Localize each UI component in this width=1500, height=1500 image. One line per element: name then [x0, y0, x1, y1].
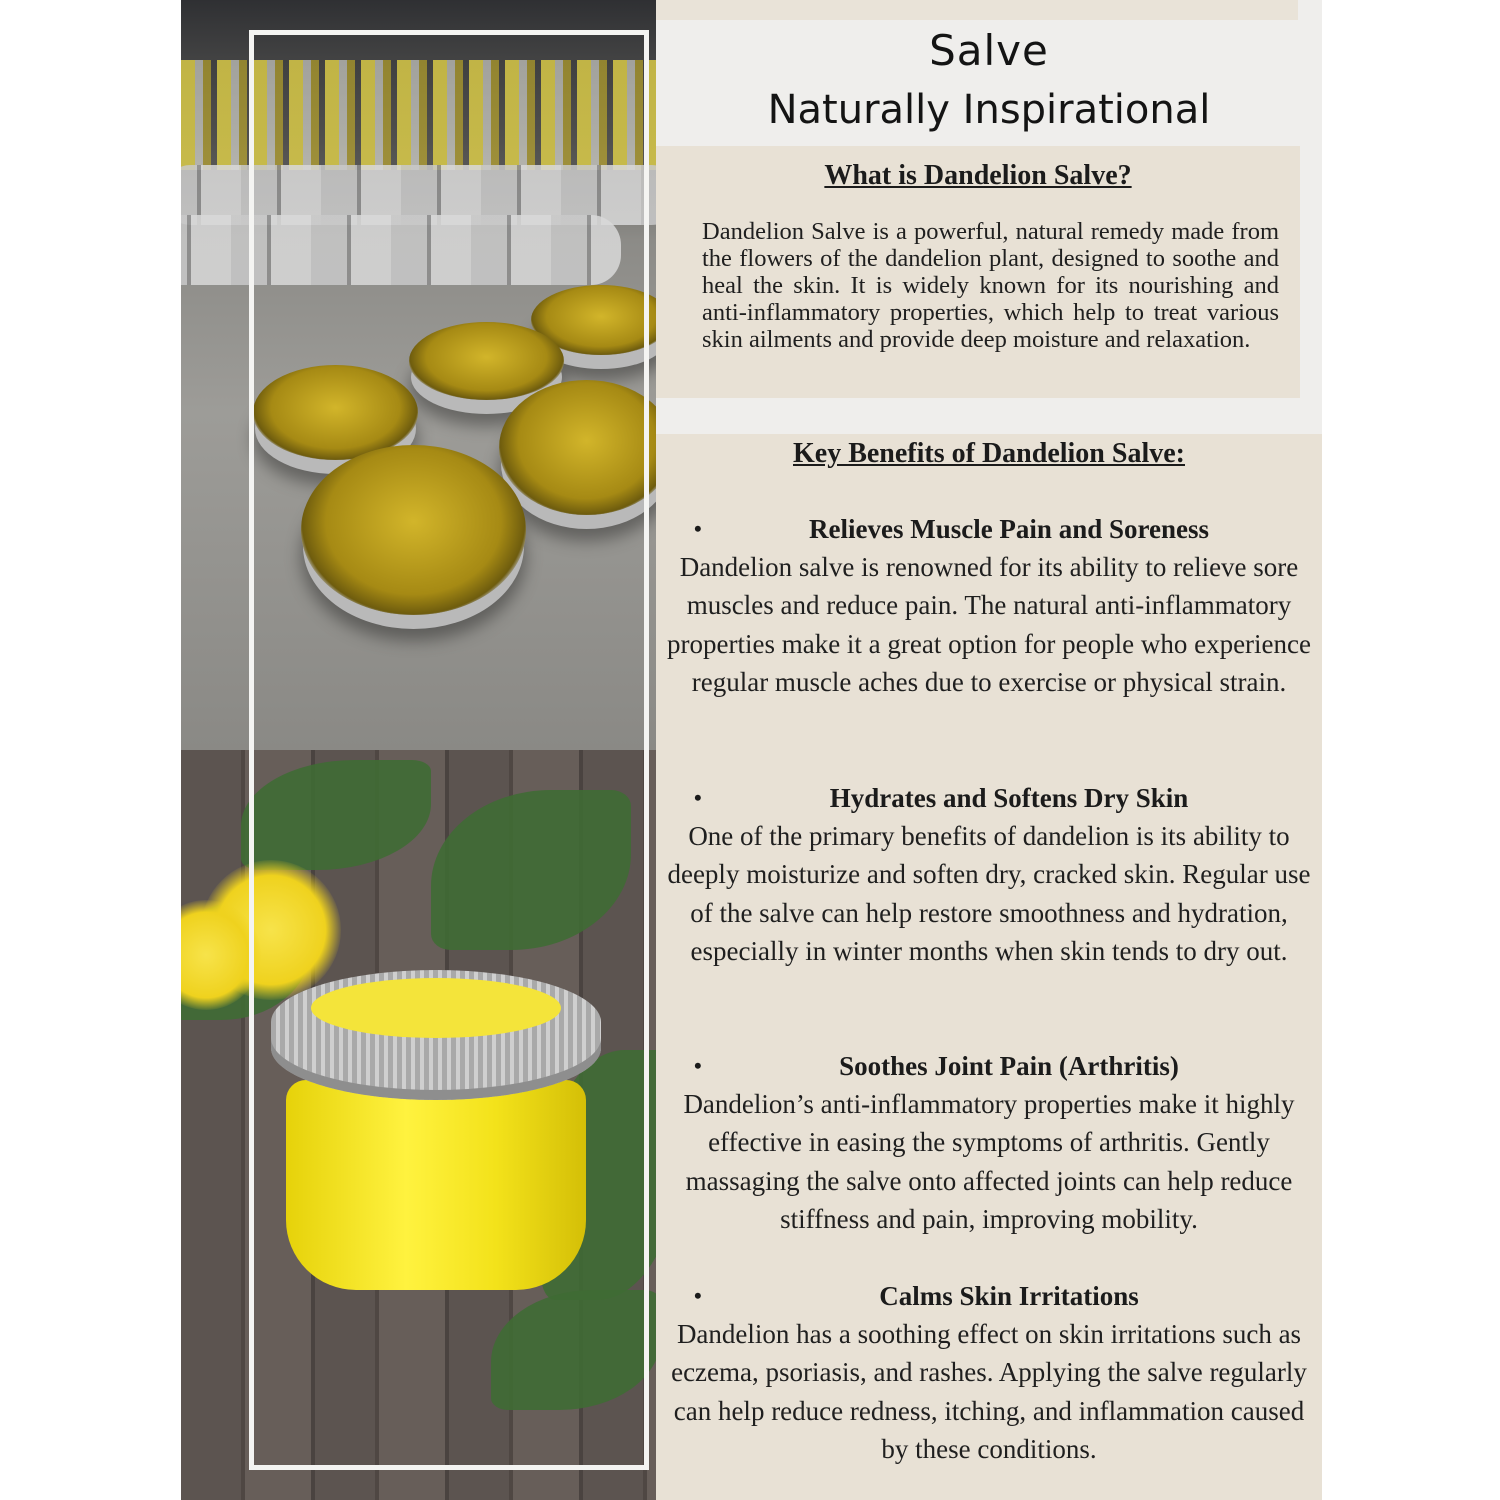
top-bar: [656, 0, 1298, 20]
benefit-item: [666, 1047, 1312, 1239]
benefit-item: [666, 779, 1312, 971]
benefit-body: Dandelion has a soothing effect on skin irritations such as eczema, psoriasis, and rashes. Applying the salve regularly can help reduce redness, itching, and inflammation caused by these conditions.: [671, 1319, 1307, 1465]
intro-body: Dandelion Salve is a powerful, natural remedy made from the flowers of the dandelion plant, designed to soothe and heal the skin. It is widely known for its nourishing and anti-inflammatory properties, which help to treat various skin ailments and provide deep moisture and relaxation.: [702, 218, 1279, 353]
benefit-item: [666, 510, 1312, 702]
benefit-heading: Hydrates and Softens Dry Skin: [829, 783, 1189, 813]
benefit-heading: Relieves Muscle Pain and Soreness: [809, 514, 1209, 544]
text-column: [656, 0, 1322, 1500]
benefit-item: [666, 1277, 1312, 1469]
brand-header: [656, 22, 1322, 140]
benefit-heading: Calms Skin Irritations: [879, 1281, 1139, 1311]
benefit-heading: Soothes Joint Pain (Arthritis): [839, 1051, 1179, 1081]
benefits-title: Key Benefits of Dandelion Salve:: [793, 438, 1185, 469]
intro-section: [656, 146, 1300, 398]
bullet-icon: •: [694, 1283, 702, 1308]
bullet-icon: •: [694, 785, 702, 810]
product-info-page: [181, 0, 1322, 1500]
intro-title: What is Dandelion Salve?: [824, 160, 1132, 191]
brand-tagline: Naturally Inspirational: [767, 87, 1211, 133]
photo-column: [181, 0, 656, 1500]
benefit-body: One of the primary benefits of dandelion is its ability to deeply moisturize and soften dry, cracked skin. Regular use of the salve can help restore smoothness and hydration, especially in winter months when skin tends to dry out.: [667, 821, 1311, 967]
benefit-body: Dandelion’s anti-inflammatory properties make it highly effective in easing the symptoms of arthritis. Gently massaging the salve onto affected joints can help reduce stiffness and pain, improving mobility.: [683, 1089, 1295, 1235]
bullet-icon: •: [694, 1053, 702, 1078]
benefits-section: [656, 434, 1322, 1500]
bullet-icon: •: [694, 516, 702, 541]
benefit-body: Dandelion salve is renowned for its ability to relieve sore muscles and reduce pain. The natural anti-inflammatory properties make it a great option for people who experience regular muscle aches due to exercise or physical strain.: [667, 552, 1311, 698]
white-frame: [249, 30, 649, 1470]
brand-name: Salve: [929, 26, 1049, 75]
